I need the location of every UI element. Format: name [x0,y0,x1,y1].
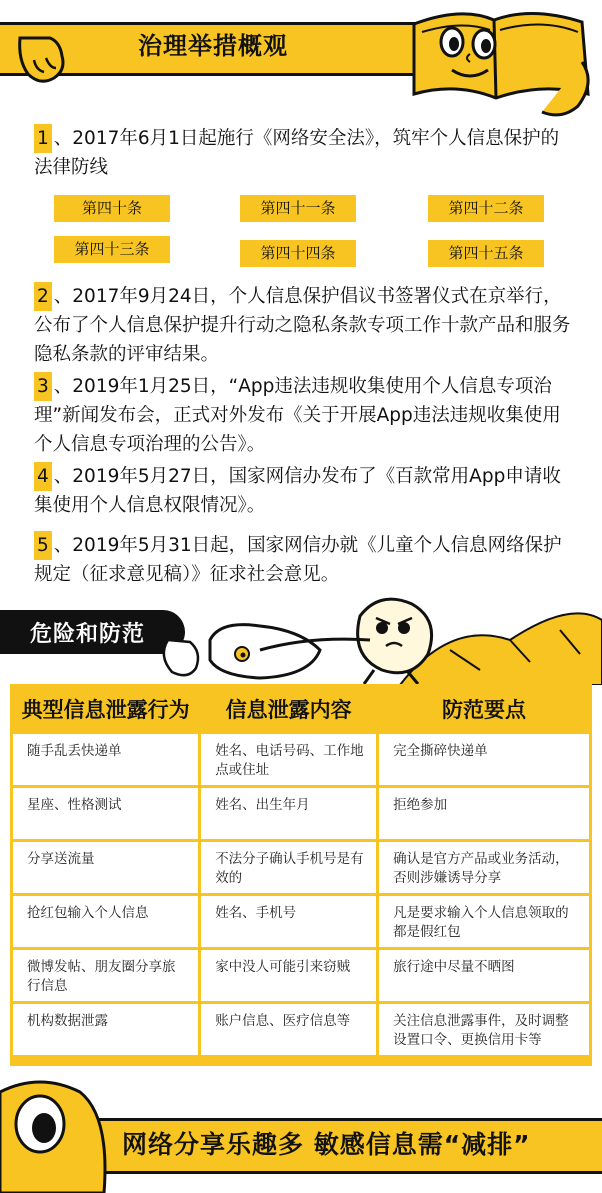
column-header: 防范要点 [379,687,589,731]
table-cell: 随手乱丢快递单 [13,734,198,785]
measure-number: 3 [34,372,52,401]
table-cell: 姓名、电话号码、工作地点或住址 [201,734,376,785]
table-cell: 姓名、手机号 [201,896,376,947]
table-cell: 旅行途中尽量不晒图 [379,950,589,1001]
fist-hand-icon [14,30,76,88]
table-cell: 确认是官方产品或业务活动，否则涉嫌诱导分享 [379,842,589,893]
table-cell: 星座、性格测试 [13,788,198,839]
measure-text: 、2017年9月24日，个人信息保护倡议书签署仪式在京举行，公布了个人信息保护提升行动之隐私条款专项工作十款产品和服务隐私条款的评审结果。 [34,286,571,365]
measure-text: 、2019年1月25日，“App违法违规收集使用个人信息专项治理”新闻发布会，正式对外发布《关于开展App违法违规收集使用个人信息专项治理的公告》。 [34,376,561,455]
column-header: 典型信息泄露行为 [13,687,198,731]
page-title: 治理举措概观 [138,32,288,60]
table-cell: 姓名、出生年月 [201,788,376,839]
measure-number: 2 [34,282,52,311]
measure-item-3 [34,372,574,459]
tug-of-war-illustration-icon [150,580,602,685]
article-tag: 第四十三条 [54,236,170,263]
table-cell: 完全撕碎快递单 [379,734,589,785]
measure-item-4 [34,462,574,520]
measure-item-2 [34,282,574,369]
table-cell: 关注信息泄露事件，及时调整设置口令、更换信用卡等 [379,1004,589,1055]
article-tag: 第四十条 [54,195,170,222]
article-tag: 第四十五条 [428,240,544,267]
table-cell: 分享送流量 [13,842,198,893]
article-tag: 第四十四条 [240,240,356,267]
measure-text: 、2017年6月1日起施行《网络安全法》，筑牢个人信息保护的法律防线 [34,128,560,178]
table-cell: 家中没人可能引来窃贼 [201,950,376,1001]
measure-text: 、2019年5月31日起，国家网信办就《儿童个人信息网络保护规定（征求意见稿）》征求社会意见。 [34,535,562,585]
table-row [13,788,589,839]
info-leak-table [10,684,592,1066]
danger-section-title: 危险和防范 [30,622,146,647]
measure-item-1 [34,124,574,182]
table-row [13,734,589,785]
table-cell: 不法分子确认手机号是有效的 [201,842,376,893]
table-cell: 账户信息、医疗信息等 [201,1004,376,1055]
table-cell: 拒绝参加 [379,788,589,839]
table-row [13,842,589,893]
column-header: 信息泄露内容 [201,687,376,731]
table-cell: 凡是要求输入个人信息领取的都是假红包 [379,896,589,947]
measure-number: 1 [34,124,52,153]
article-tag: 第四十二条 [428,195,544,222]
table-cell: 机构数据泄露 [13,1004,198,1055]
table-row [13,1004,589,1055]
eye-mascot-icon [0,1072,112,1193]
measure-number: 5 [34,531,52,560]
table-row [13,950,589,1001]
table-cell: 抢红包输入个人信息 [13,896,198,947]
book-mascot-icon [392,2,597,127]
table-header-row [13,687,589,731]
table-row [13,896,589,947]
article-tag: 第四十一条 [240,195,356,222]
measure-text: 、2019年5月27日，国家网信办发布了《百款常用App申请收集使用个人信息权限情况》。 [34,466,561,516]
info-leak-table-grid [10,684,592,1058]
measure-number: 4 [34,462,52,491]
footer-slogan: 网络分享乐趣多 敏感信息需“减排” [122,1130,531,1159]
table-cell: 微博发帖、朋友圈分享旅行信息 [13,950,198,1001]
